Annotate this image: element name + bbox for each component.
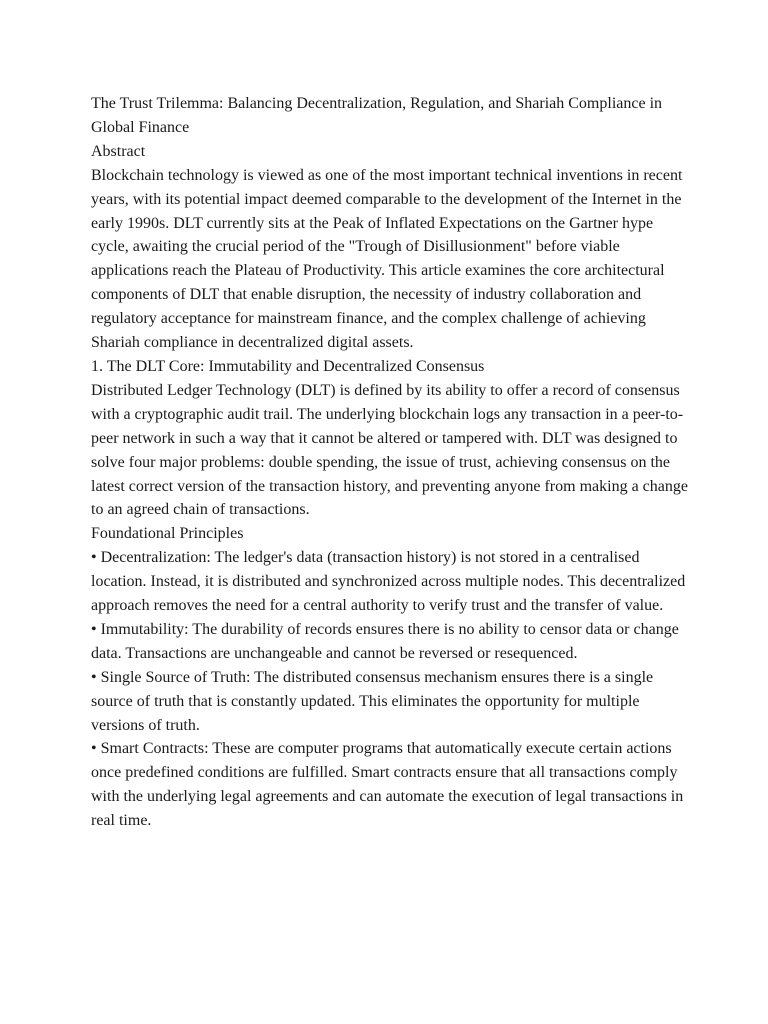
document-title: The Trust Trilemma: Balancing Decentralization, Regulation, and Shariah Compliance in Global Finance [91, 95, 663, 136]
section-1-heading: 1. The DLT Core: Immutability and Decentralized Consensus [91, 357, 485, 375]
bullet-smart-contracts: • Smart Contracts: These are computer programs that automatically execute certain actions once predefined conditions are fulfilled. Smart contracts ensure that all transactions comply with the underlying legal agreements and can automate the execution of legal transactions in real time. [91, 740, 684, 830]
section-1-paragraph: Distributed Ledger Technology (DLT) is defined by its ability to offer a record of consensus with a cryptographic audit trail. The underlying blockchain logs any transaction in a peer-to-peer network in such a way that it cannot be altered or tampered with. DLT was designed to solve four major problems: double spending, the issue of trust, achieving consensus on the latest correct version of the transaction history, and preventing anyone from making a change to an agreed chain of transactions. [91, 381, 688, 519]
bullet-single-source-of-truth: • Single Source of Truth: The distributed consensus mechanism ensures there is a single source of truth that is constantly updated. This eliminates the opportunity for multiple versions of truth. [91, 668, 654, 734]
abstract-paragraph: Blockchain technology is viewed as one of the most important technical inventions in recent years, with its potential impact deemed comparable to the development of the Internet in the early 1990s. DLT currently sits at the Peak of Inflated Expectations on the Gartner hype cycle, awaiting the crucial period of the "Trough of Disillusionment" before viable applications reach the Plateau of Productivity. This article examines the core architectural components of DLT that enable disruption, the necessity of industry collaboration and regulatory acceptance for mainstream finance, and the complex challenge of achieving Shariah compliance in decentralized digital assets. [91, 166, 683, 352]
principles-heading: Foundational Principles [91, 525, 244, 543]
document-page [91, 92, 691, 833]
bullet-decentralization: • Decentralization: The ledger's data (transaction history) is not stored in a centralised location. Instead, it is distributed and synchronized across multiple nodes. This decentralized approach removes the need for a central authority to verify trust and the transfer of value. [91, 549, 686, 615]
abstract-heading: Abstract [91, 142, 146, 160]
bullet-immutability: • Immutability: The durability of records ensures there is no ability to censor data or change data. Transactions are unchangeable and cannot be reversed or resequenced. [91, 620, 679, 662]
